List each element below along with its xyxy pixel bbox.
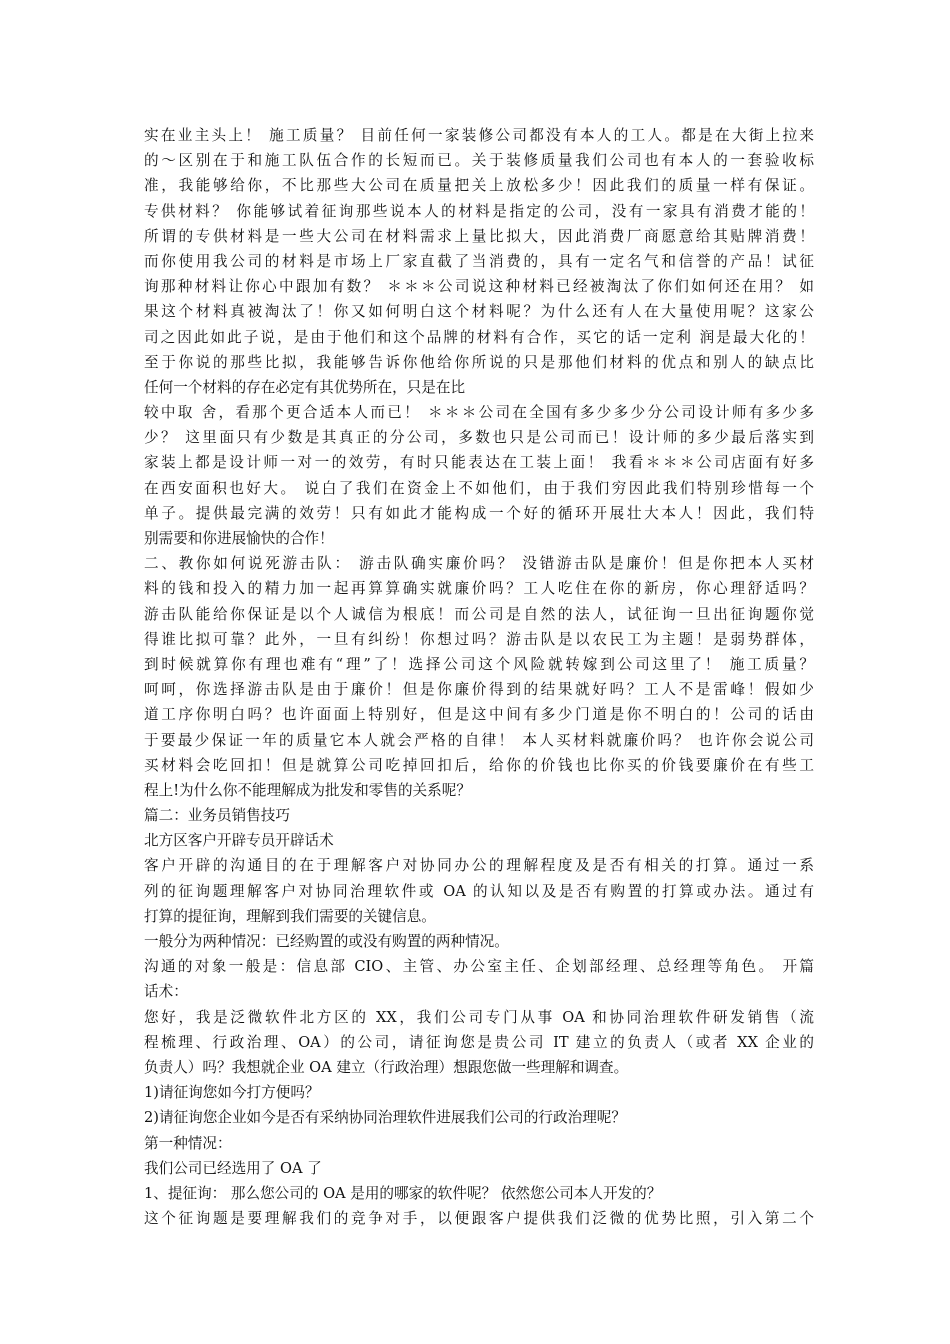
text-line: 二、教你如何说死游击队： 游击队确实廉价吗？ 没错游击队是廉价！但是你把本人买材 (144, 555, 814, 573)
text-line: 列的征询题理解客户对协同治理软件或 OA 的认知以及是否有购置的打算或办法。通过有 (144, 882, 814, 900)
text-line: 程梳理、行政治理、OA）的公司，请征询您是贵公司 IT 建立的负责人（或者 XX 企业的 (144, 1033, 814, 1051)
text-line: 话术： (144, 983, 188, 1001)
text-line: 2)请征询您企业如今是否有采纳协同治理软件进展我们公司的行政治理呢？ (144, 1109, 626, 1127)
text-line: 呵呵，你选择游击队是由于廉价！但是你廉价得到的结果就好吗？工人不是雷峰！假如少 (144, 681, 814, 699)
text-line: 于要最少保证一年的质量它本人就会严格的自律！ 本人买材料就廉价吗？ 也许你会说公司 (144, 731, 814, 749)
text-line: 司之因此如此子说，是由于他们和这个品牌的材料有合作，买它的话一定利 润是最大化的！ (144, 328, 814, 346)
text-line: 您好，我是泛微软件北方区的 XX，我们公司专门从事 OA 和协同治理软件研发销售（流 (144, 1008, 814, 1026)
text-line: 果这个材料真被淘汰了！你又如何明白这个材料呢？为什么还有人在大量使用呢？这家公 (144, 303, 814, 321)
text-line: 篇二：业务员销售技巧 (144, 807, 290, 825)
text-line: 游击队能给你保证是以个人诚信为根底！而公司是自然的法人，试征询一旦出征询题你觉 (144, 605, 814, 623)
text-line: 专供材料？ 你能够试着征询那些说本人的材料是指定的公司，没有一家具有消费才能的！ (144, 202, 814, 220)
text-line: 到时候就算你有理也难有“理”了！选择公司这个风险就转嫁到公司这里了！ 施工质量？ (144, 655, 814, 673)
text-line: 我们公司已经选用了 OA 了 (144, 1159, 322, 1177)
text-line: 道工序你明白吗？也许面面上特别好，但是这中间有多少门道是你不明白的！公司的话由 (144, 706, 814, 724)
text-line: 而你使用我公司的材料是市场上厂家直截了当消费的，具有一定名气和信誉的产品！试征 (144, 252, 814, 270)
text-line: 少？ 这里面只有少数是其真正的分公司，多数也只是公司而已！设计师的多少最后落实到 (144, 429, 814, 447)
text-line: 料的钱和投入的精力加一起再算算确实就廉价吗？工人吃住在你的新房，你心理舒适吗？ (144, 580, 814, 598)
text-line: 1、提征询： 那么您公司的 OA 是用的哪家的软件呢？ 依然您公司本人开发的？ (144, 1184, 662, 1202)
text-line: 得谁比拟可靠？此外，一旦有纠纷！你想过吗？游击队是以农民工为主题！是弱势群体， (144, 630, 814, 648)
text-line: 第一种情况： (144, 1134, 232, 1152)
text-line: 准，我能够给你，不比那些大公司在质量把关上放松多少！因此我们的质量一样有保证。 (144, 177, 814, 195)
text-line: 实在业主头上！ 施工质量？ 目前任何一家装修公司都没有本人的工人。都是在大街上拉来 (144, 127, 814, 144)
text-line: 沟通的对象一般是：信息部 CIO、主管、办公室主任、企划部经理、总经理等角色。 开篇 (144, 958, 814, 976)
text-line: 询那种材料让你心中跟加有数？ ＊＊＊公司说这种材料已经被淘汰了你们如何还在用？ 如 (144, 278, 814, 296)
text-line: 别需要和你进展愉快的合作！ (144, 530, 334, 547)
text-line: 单子。提供最完满的效劳！只有如此才能构成一个好的循环开展壮大本人！因此，我们特 (144, 504, 814, 522)
text-line: 的～区别在于和施工队伍合作的长短而已。关于装修质量我们公司也有本人的一套验收标 (144, 152, 814, 170)
text-line: 买材料会吃回扣！但是就算公司吃掉回扣后，给你的价钱也比你买的价钱要廉价在有些工 (144, 756, 814, 774)
text-line: 至于你说的那些比拟，我能够告诉你他给你所说的只是那他们材料的优点和别人的缺点比 (144, 353, 814, 371)
text-line: 北方区客户开辟专员开辟话术 (144, 832, 334, 850)
text-line: 打算的提征询，理解到我们需要的关键信息。 (144, 907, 436, 925)
text-line: 客户开辟的沟通目的在于理解客户对协同办公的理解程度及是否有相关的打算。通过一系 (144, 857, 814, 875)
text-line: 这个征询题是要理解我们的竞争对手，以便跟客户提供我们泛微的优势比照，引入第二个 (144, 1210, 814, 1228)
text-line: 家装上都是设计师一对一的效劳，有时只能表达在工装上面！ 我看＊＊＊公司店面有好多 (144, 454, 814, 472)
text-line: 1)请征询您如今打方便吗？ (144, 1084, 320, 1102)
document-body (144, 123, 814, 1231)
text-line: 任何一个材料的存在必定有其优势所在，只是在比 (144, 378, 466, 396)
text-line: 一般分为两种情况：已经购置的或没有购置的两种情况。 (144, 933, 509, 950)
text-line: 所谓的专供材料是一些大公司在材料需求上量比拟大，因此消费厂商愿意给其贴牌消费！ (144, 227, 814, 245)
text-line: 较中取 舍，看那个更合适本人而已！ ＊＊＊公司在全国有多少多少分公司设计师有多少多 (144, 404, 814, 422)
text-line: 程上!为什么你不能理解成为批发和零售的关系呢？ (144, 781, 471, 799)
text-line: 负责人）吗？我想就企业 OA 建立（行政治理）想跟您做一些理解和调查。 (144, 1058, 629, 1076)
text-line: 在西安面积也好大。 说白了我们在资金上不如他们，由于我们穷因此我们特别珍惜每一个 (144, 479, 814, 497)
